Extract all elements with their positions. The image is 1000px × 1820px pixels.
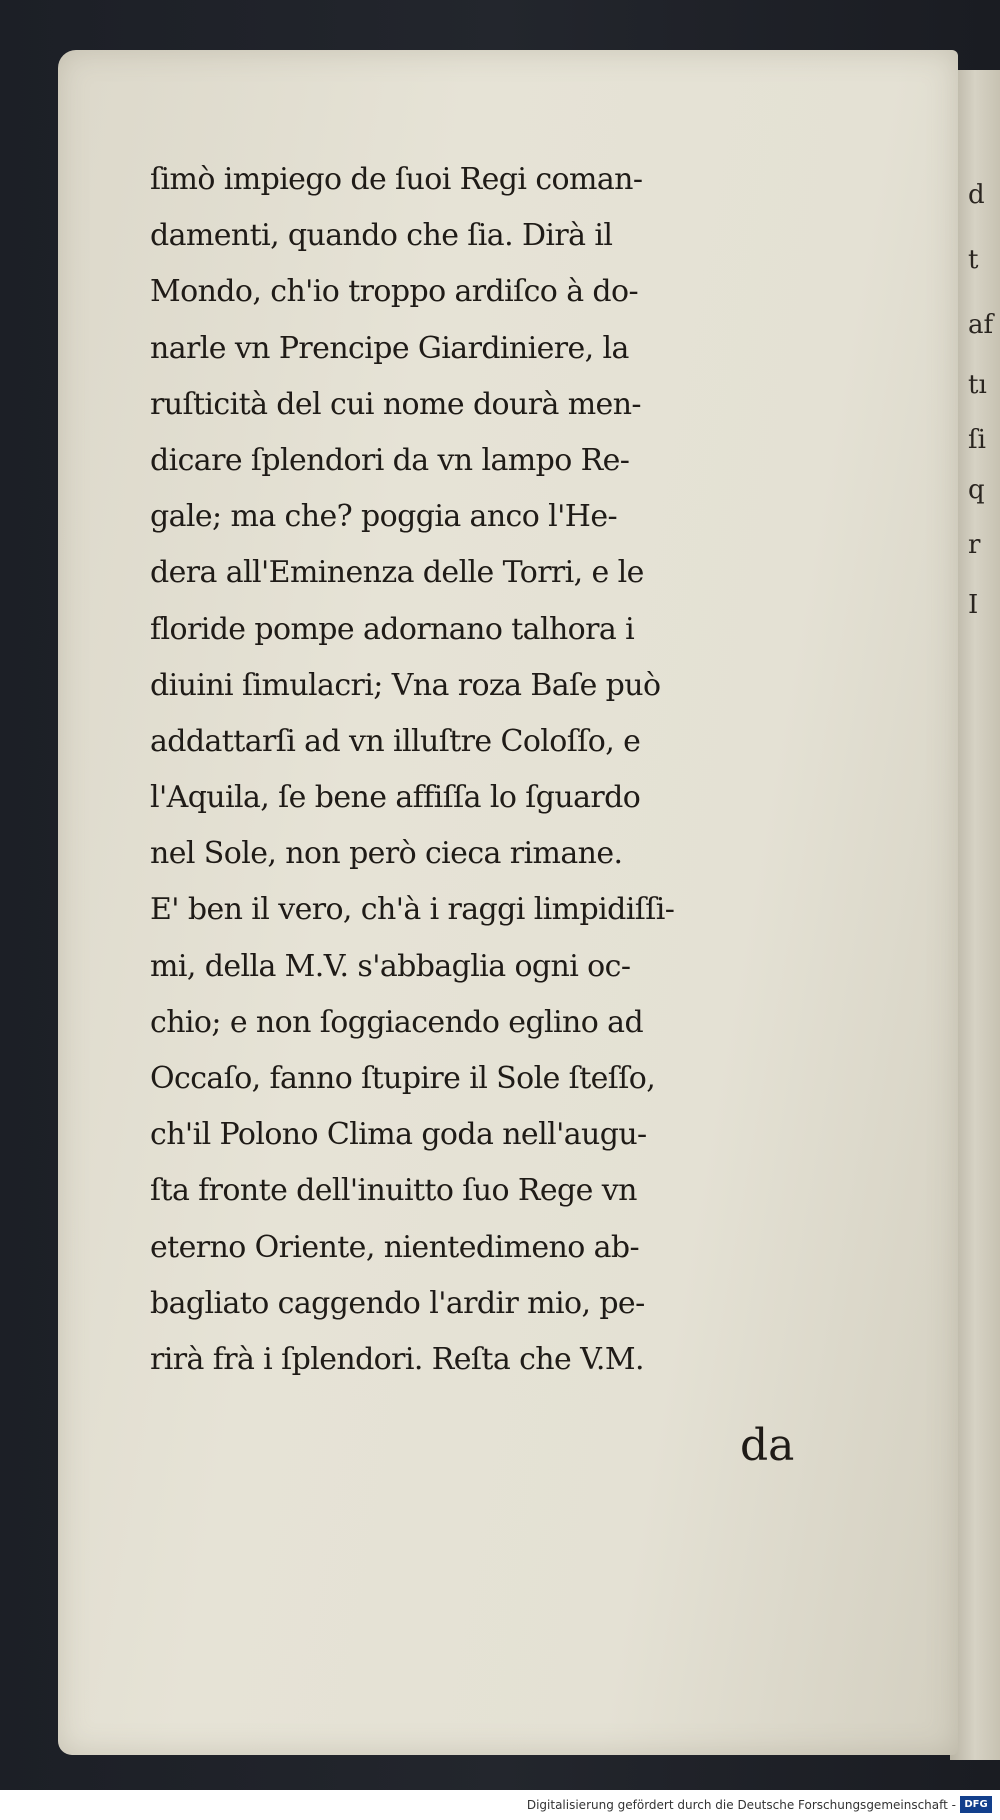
text-line: dicare ſplendori da vn lampo Re- bbox=[150, 442, 630, 478]
text-line: eterno Oriente, nientedimeno ab- bbox=[150, 1229, 640, 1265]
dfg-logo: DFG bbox=[960, 1796, 992, 1813]
text-line: dera all'Eminenza delle Torri, e le bbox=[150, 555, 644, 591]
text-line: narle vn Prencipe Giardiniere, la bbox=[150, 330, 629, 366]
facing-page-fragment: t bbox=[968, 245, 979, 275]
text-line: diuini ſimulacri; Vna roza Baſe può bbox=[150, 667, 661, 703]
text-line: ſimò impiego de ſuoi Regi coman- bbox=[150, 162, 643, 197]
text-line: Mondo, ch'io troppo ardiſco à do- bbox=[150, 274, 639, 310]
facing-page-fragment: I bbox=[968, 590, 979, 620]
text-line: nel Sole, non però cieca rimane. bbox=[150, 836, 623, 872]
text-line: floride pompe adornano talhora i bbox=[150, 611, 635, 647]
facing-page-fragment: ſi bbox=[968, 425, 986, 455]
text-line: E' ben il vero, ch'à i raggi limpidiſſi- bbox=[150, 892, 675, 928]
facing-page-fragment: r bbox=[968, 530, 981, 560]
footer-credit: Digitalisierung gefördert durch die Deutsche Forschungsgemeinschaft - bbox=[526, 1798, 956, 1812]
page-text bbox=[150, 152, 900, 1388]
text-line: bagliato caggendo l'ardir mio, pe- bbox=[150, 1285, 645, 1321]
text-line: addattarſi ad vn illuſtre Coloſſo, e bbox=[150, 723, 641, 759]
text-line: chio; e non ſoggiacendo eglino ad bbox=[150, 1004, 644, 1040]
catchword: da bbox=[740, 1420, 795, 1471]
text-line: Occaſo, fanno ſtupire il Sole ſteſſo, bbox=[150, 1061, 656, 1096]
text-line: ch'il Polono Clima goda nell'augu- bbox=[150, 1117, 647, 1153]
facing-page-fragment: q bbox=[968, 475, 985, 505]
facing-page-fragment: d bbox=[968, 180, 985, 210]
facing-page-fragment: af bbox=[968, 310, 994, 340]
facing-page-fragment: tı bbox=[968, 370, 987, 400]
text-line: damenti, quando che ſia. Dirà il bbox=[150, 218, 613, 254]
text-line: mi, della M.V. s'abbaglia ogni oc- bbox=[150, 948, 631, 984]
text-line: ſta fronte dell'inuitto ſuo Rege vn bbox=[150, 1173, 637, 1209]
text-line: gale; ma che? poggia anco l'He- bbox=[150, 499, 618, 535]
footer-bar bbox=[0, 1790, 1000, 1820]
text-line: ruſticità del cui nome dourà men- bbox=[150, 386, 641, 422]
text-line: rirà frà i ſplendori. Reſta che V.M. bbox=[150, 1341, 644, 1377]
text-line: l'Aquila, ſe bene affiſſa lo ſguardo bbox=[150, 780, 641, 816]
